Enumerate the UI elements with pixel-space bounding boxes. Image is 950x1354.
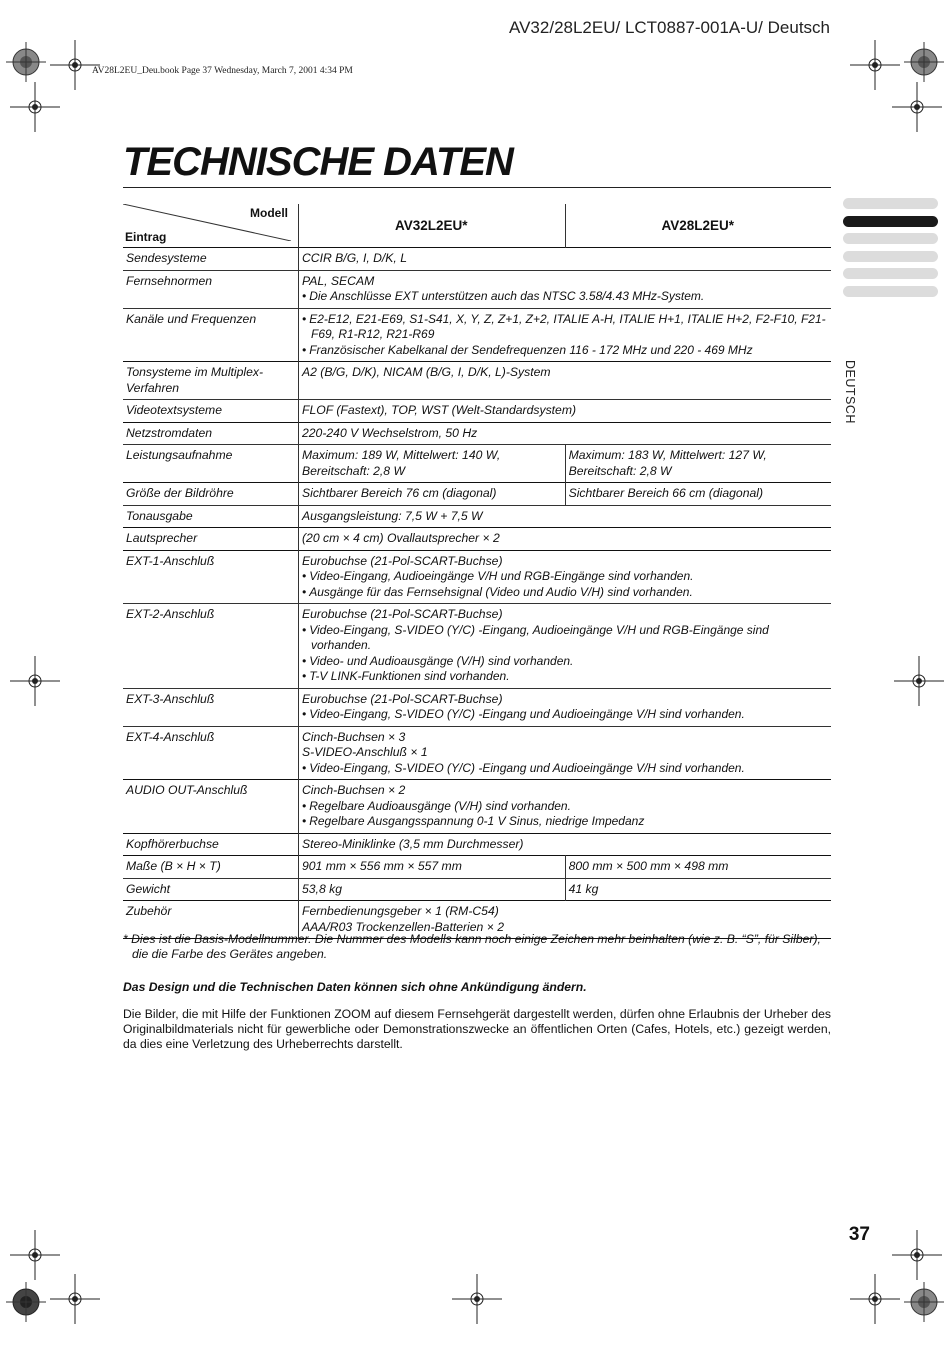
table-row xyxy=(123,308,831,362)
page-title: TECHNISCHE DATEN xyxy=(123,140,513,184)
table-row xyxy=(123,528,831,551)
spec-value xyxy=(299,362,832,400)
spec-value-text: Cinch-Buchsen × 2 xyxy=(302,783,406,797)
crosshair-mark-icon xyxy=(10,1230,60,1280)
section-tabs xyxy=(843,198,938,303)
model-header-av32: AV32L2EU* xyxy=(299,204,566,248)
spec-label: Videotextsysteme xyxy=(126,403,222,417)
specs-table-body xyxy=(123,248,831,939)
spec-bullet: • Video-Eingang, S-VIDEO (Y/C) -Eingang und Audioeingänge V/H sind vorhanden. xyxy=(302,707,827,723)
spec-bullet: • Regelbare Ausgangsspannung 0-1 V Sinus, niedrige Impedanz xyxy=(302,814,827,830)
registration-mark-icon xyxy=(902,40,946,84)
spec-label: EXT-4-Anschluß xyxy=(126,729,215,744)
table-row xyxy=(123,604,831,689)
spec-bullet: • Ausgänge für das Fernsehsignal (Video und Audio V/H) sind vorhanden. xyxy=(302,585,827,601)
spec-value xyxy=(299,528,832,551)
spec-bullet-list xyxy=(302,289,827,305)
spec-value xyxy=(299,422,832,445)
spec-bullet-list xyxy=(302,623,827,685)
column-header-modell: Modell xyxy=(250,206,288,220)
section-tab xyxy=(843,268,938,279)
table-row xyxy=(123,550,831,604)
section-tab xyxy=(843,198,938,209)
crosshair-mark-icon xyxy=(50,1274,100,1324)
crosshair-mark-icon xyxy=(10,82,60,132)
spec-value-text: 220-240 V Wechselstrom, 50 Hz xyxy=(302,425,478,440)
model-header-av28: AV28L2EU* xyxy=(565,204,831,248)
spec-value-model-2: 800 mm × 500 mm × 498 mm xyxy=(565,856,831,879)
model-footnote: * Dies ist die Basis-Modellnummer. Die Nummer des Modells kann noch einige Zeichen mehr beinhalten (wie z. B. “S”, für Silber), die die Farbe des Gerätes angeben. xyxy=(123,932,821,961)
row-header-eintrag: Eintrag xyxy=(125,229,167,244)
spec-value-text: CCIR B/G, I, D/K, L xyxy=(302,251,407,265)
table-row xyxy=(123,445,831,483)
spec-value-model-2: Maximum: 183 W, Mittelwert: 127 W, Bereitschaft: 2,8 W xyxy=(565,445,831,483)
table-row xyxy=(123,688,831,726)
table-corner-cell xyxy=(123,204,299,248)
spec-label: Netzstromdaten xyxy=(126,425,213,440)
spec-label: Kopfhörerbuchse xyxy=(126,836,219,851)
spec-bullet: • Video- und Audioausgänge (V/H) sind vorhanden. xyxy=(302,654,827,670)
crosshair-mark-icon xyxy=(452,1274,502,1324)
table-row xyxy=(123,362,831,400)
spec-value xyxy=(299,400,832,423)
crosshair-mark-icon xyxy=(850,1274,900,1324)
spec-bullet: • Video-Eingang, S-VIDEO (Y/C) -Eingang und Audioeingänge V/H sind vorhanden. xyxy=(302,761,827,777)
spec-bullet: • T-V LINK-Funktionen sind vorhanden. xyxy=(302,669,827,685)
table-row xyxy=(123,483,831,506)
spec-value-text: (20 cm × 4 cm) Ovallautsprecher × 2 xyxy=(302,531,500,545)
spec-value-text: A2 (B/G, D/K), NICAM (B/G, I, D/K, L)-System xyxy=(302,365,551,379)
spec-value-model-1: Maximum: 189 W, Mittelwert: 140 W, Bereitschaft: 2,8 W xyxy=(299,445,566,483)
table-row xyxy=(123,270,831,308)
registration-mark-icon xyxy=(4,1280,48,1324)
spec-label: EXT-2-Anschluß xyxy=(126,607,215,621)
table-row xyxy=(123,780,831,834)
crosshair-mark-icon xyxy=(894,656,944,706)
document-reference: AV32/28L2EU/ LCT0887-001A-U/ Deutsch xyxy=(509,18,830,37)
crosshair-mark-icon xyxy=(892,1230,942,1280)
spec-bullet-list xyxy=(302,707,827,723)
language-side-label: DEUTSCH xyxy=(843,360,857,424)
table-header-row xyxy=(123,204,831,248)
spec-value xyxy=(299,505,832,528)
spec-bullet-list xyxy=(302,569,827,600)
spec-value xyxy=(299,780,832,834)
registration-mark-icon xyxy=(902,1280,946,1324)
spec-value-text: FLOF (Fastext), TOP, WST (Welt-Standardsystem) xyxy=(302,403,577,417)
spec-value xyxy=(299,726,832,780)
spec-label: Sendesysteme xyxy=(126,251,207,265)
table-row xyxy=(123,422,831,445)
spec-bullet-list xyxy=(302,312,827,359)
spec-value-text: Eurobuchse (21-Pol-SCART-Buchse) xyxy=(302,607,503,621)
table-row xyxy=(123,833,831,856)
spec-label: Leistungsaufnahme xyxy=(126,448,233,462)
spec-label: AUDIO OUT-Anschluß xyxy=(126,783,248,797)
spec-label: Maße (B × H × T) xyxy=(126,859,221,873)
spec-value-text: Eurobuchse (21-Pol-SCART-Buchse) xyxy=(302,553,503,568)
spec-value-model-2: Sichtbarer Bereich 66 cm (diagonal) xyxy=(565,483,831,506)
spec-value-text: Fernbedienungsgeber × 1 (RM-C54) AAA/R03 Trockenzellen-Batterien × 2 xyxy=(302,904,504,934)
spec-label: Tonsysteme im Multiplex-Verfahren xyxy=(126,365,264,395)
spec-label: Größe der Bildröhre xyxy=(126,486,234,500)
spec-value xyxy=(299,604,832,689)
section-tab xyxy=(843,233,938,244)
table-row xyxy=(123,856,831,879)
spec-bullet: • Französischer Kabelkanal der Sendefrequenzen 116 - 172 MHz und 220 - 469 MHz xyxy=(302,343,827,359)
spec-label: EXT-3-Anschluß xyxy=(126,691,215,706)
table-row xyxy=(123,726,831,780)
book-file-line: AV28L2EU_Deu.book Page 37 Wednesday, March 7, 2001 4:34 PM xyxy=(92,66,353,76)
spec-bullet: • Die Anschlüsse EXT unterstützen auch das NTSC 3.58/4.43 MHz-System. xyxy=(302,289,827,305)
spec-value xyxy=(299,550,832,604)
spec-value xyxy=(299,270,832,308)
table-row xyxy=(123,248,831,271)
table-row xyxy=(123,878,831,901)
spec-bullet-list xyxy=(302,761,827,777)
spec-value-text: Ausgangsleistung: 7,5 W + 7,5 W xyxy=(302,508,483,523)
spec-value xyxy=(299,688,832,726)
title-divider xyxy=(123,187,831,188)
table-row xyxy=(123,505,831,528)
spec-label: Tonausgabe xyxy=(126,508,193,523)
spec-label: Fernsehnormen xyxy=(126,273,213,288)
spec-value-model-1: 901 mm × 556 mm × 557 mm xyxy=(299,856,566,879)
spec-bullet: • Video-Eingang, Audioeingänge V/H und RGB-Eingänge sind vorhanden. xyxy=(302,569,827,585)
spec-value xyxy=(299,833,832,856)
spec-label: Gewicht xyxy=(126,881,171,896)
spec-value-text: PAL, SECAM xyxy=(302,273,375,288)
table-row xyxy=(123,400,831,423)
section-tab xyxy=(843,286,938,297)
spec-value-text: Cinch-Buchsen × 3 S-VIDEO-Anschluß × 1 xyxy=(302,729,428,759)
spec-label: Kanäle und Frequenzen xyxy=(126,311,257,326)
specs-table xyxy=(123,204,831,939)
spec-label: Zubehör xyxy=(126,904,172,918)
crosshair-mark-icon xyxy=(10,656,60,706)
section-tab xyxy=(843,251,938,262)
spec-bullet: • E2-E12, E21-E69, S1-S41, X, Y, Z, Z+1, Z+2, ITALIE A-H, ITALIE H+1, ITALIE H+2, F2-F10, F21-F69, R1-R12, R21-R69 xyxy=(302,312,827,343)
page-number: 37 xyxy=(848,1224,870,1245)
spec-label: Lautsprecher xyxy=(126,531,198,545)
spec-bullet: • Regelbare Audioausgänge (V/H) sind vorhanden. xyxy=(302,799,827,815)
spec-bullet: • Video-Eingang, S-VIDEO (Y/C) -Eingang, Audioeingänge V/H und RGB-Eingänge sind vorhanden. xyxy=(302,623,827,654)
spec-value xyxy=(299,308,832,362)
spec-value-model-2: 41 kg xyxy=(565,878,831,901)
design-change-notice: Das Design und die Technischen Daten können sich ohne Ankündigung ändern. xyxy=(123,980,587,994)
spec-label: EXT-1-Anschluß xyxy=(126,553,215,568)
registration-mark-icon xyxy=(4,40,48,84)
spec-value-model-1: 53,8 kg xyxy=(299,878,566,901)
spec-value-text: Stereo-Miniklinke (3,5 mm Durchmesser) xyxy=(302,836,524,851)
section-tab xyxy=(843,216,938,227)
spec-bullet-list xyxy=(302,799,827,830)
zoom-copyright-note: Die Bilder, die mit Hilfe der Funktionen ZOOM auf diesem Fernsehgerät dargestellt werden, dürfen ohne Erlaubnis der Urheber des Originalbildmaterials nicht für gewerbliche oder Demonstrationszwecke an öffentlichen Orten (Cafes, Hotels, etc.) gezeigt werden, da dies eine Verletzung des Urheberrechts darstellt. xyxy=(123,1007,831,1051)
spec-value-model-1: Sichtbarer Bereich 76 cm (diagonal) xyxy=(299,483,566,506)
spec-value xyxy=(299,248,832,271)
spec-value-text: Eurobuchse (21-Pol-SCART-Buchse) xyxy=(302,691,503,706)
crosshair-mark-icon xyxy=(892,82,942,132)
